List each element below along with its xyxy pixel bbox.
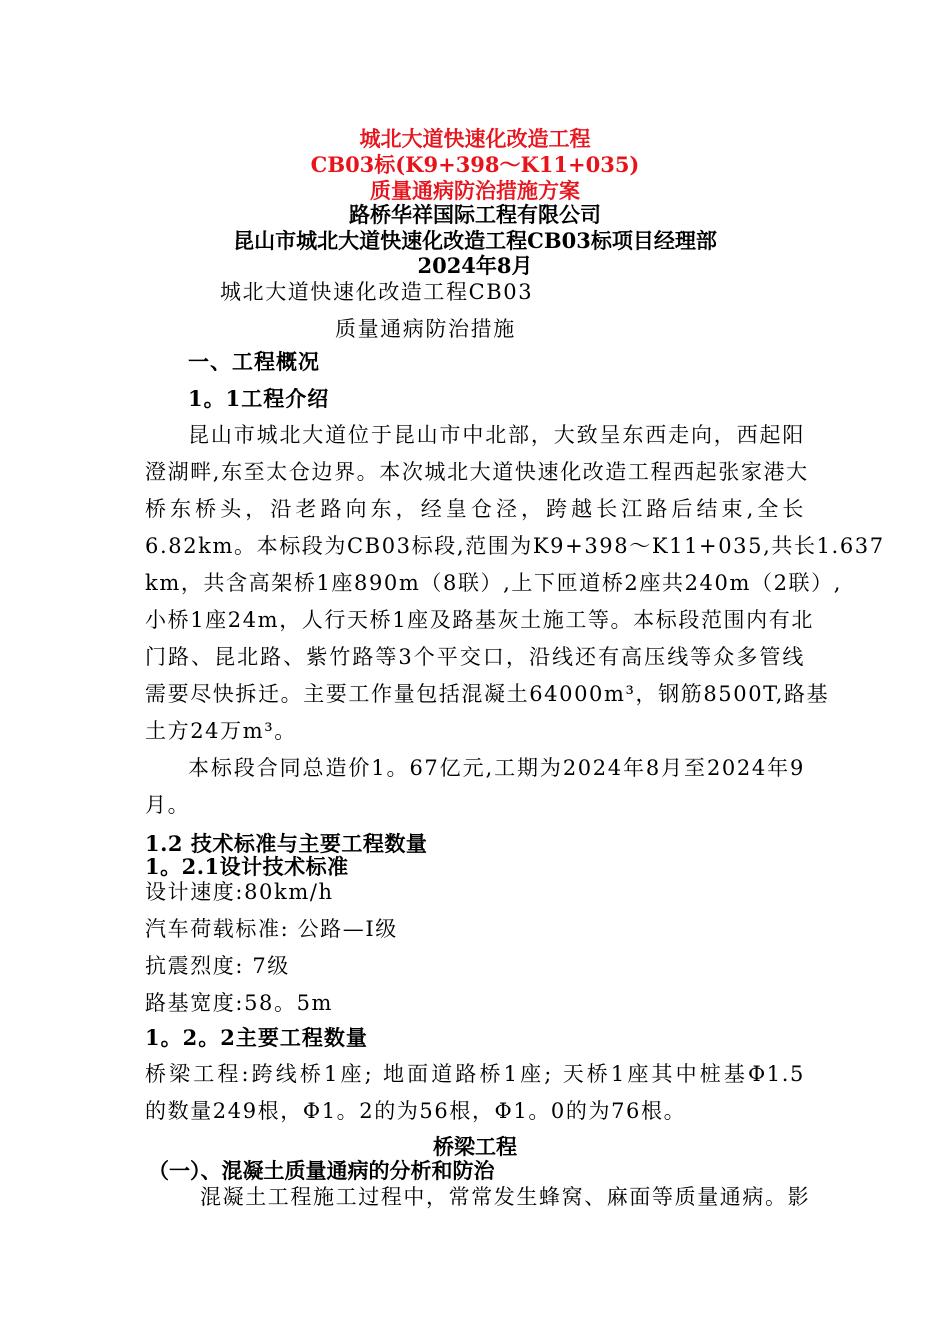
cover-title-line3: 质量通病防治措施方案	[370, 178, 580, 203]
cover-department: 昆山市城北大道快速化改造工程CB03标项目经理部	[233, 228, 717, 253]
cover-title-line2: CB03标(K9+398～K11+035)	[310, 152, 640, 177]
cover-title-line1: 城北大道快速化改造工程	[359, 126, 591, 151]
paragraph-line: 澄湖畔,东至太仓边界。本次城北大道快速化改造工程西起张家港大	[145, 460, 809, 484]
spec-item: 路基宽度:58。5m	[145, 991, 334, 1015]
spec-item: 设计速度:80km/h	[145, 880, 334, 904]
bridge-heading: 桥梁工程	[433, 1134, 517, 1159]
paragraph-line: 月。	[145, 793, 191, 817]
section-heading-1-2: 1.2 技术标准与主要工程数量	[145, 831, 428, 856]
paragraph-line: 门路、昆北路、紫竹路等3个平交口，沿线还有高压线等众多管线	[145, 645, 805, 669]
doc-title-line1: 城北大道快速化改造工程CB03	[220, 280, 534, 304]
spec-item: 汽车荷载标准: 公路—I级	[145, 917, 398, 941]
paragraph-line: 桥梁工程:跨线桥1座; 地面道路桥1座; 天桥1座其中桩基Φ1.5	[145, 1062, 805, 1086]
sub-heading-1-2-1: 1。2.1设计技术标准	[145, 854, 349, 879]
cover-company: 路桥华祥国际工程有限公司	[349, 202, 601, 227]
doc-title-line2: 质量通病防治措施	[335, 317, 516, 341]
spec-item: 抗震烈度: 7级	[145, 954, 290, 978]
paragraph-line: 土方24万m³。	[145, 719, 297, 743]
sub-heading-intro: 1。1工程介绍	[188, 386, 330, 411]
paragraph-line: 6.82km。本标段为CB03标段,范围为K9+398～K11+035,共长1.637	[145, 534, 885, 558]
paragraph-line: 需要尽快拆迁。主要工作量包括混凝土64000m³，钢筋8500T,路基	[145, 682, 830, 706]
paragraph-line: 昆山市城北大道位于昆山市中北部，大致呈东西走向，西起阳	[188, 423, 805, 447]
paragraph-line: km，共含高架桥1座890m（8联）,上下匝道桥2座共240m（2联）,	[145, 571, 843, 595]
bridge-sub-heading: （一）、混凝土质量通病的分析和防治	[148, 1158, 495, 1183]
sub-heading-1-2-2: 1。2。2主要工程数量	[145, 1025, 368, 1050]
cover-date: 2024年8月	[417, 253, 533, 278]
paragraph-line: 混凝土工程施工过程中，常常发生蜂窝、麻面等质量通病。影	[200, 1185, 811, 1209]
paragraph-line: 本标段合同总造价1。67亿元,工期为2024年8月至2024年9	[188, 756, 805, 780]
paragraph-line: 的数量249根，Φ1。2的为56根，Φ1。0的为76根。	[145, 1099, 687, 1123]
paragraph-line: 小桥1座24m，人行天桥1座及路基灰土施工等。本标段范围内有北	[145, 608, 814, 632]
section-heading: 一、工程概况	[188, 349, 320, 374]
paragraph-line: 桥东桥头，沿老路向东，经皇仓泾，跨越长江路后结束,全长	[145, 497, 805, 521]
